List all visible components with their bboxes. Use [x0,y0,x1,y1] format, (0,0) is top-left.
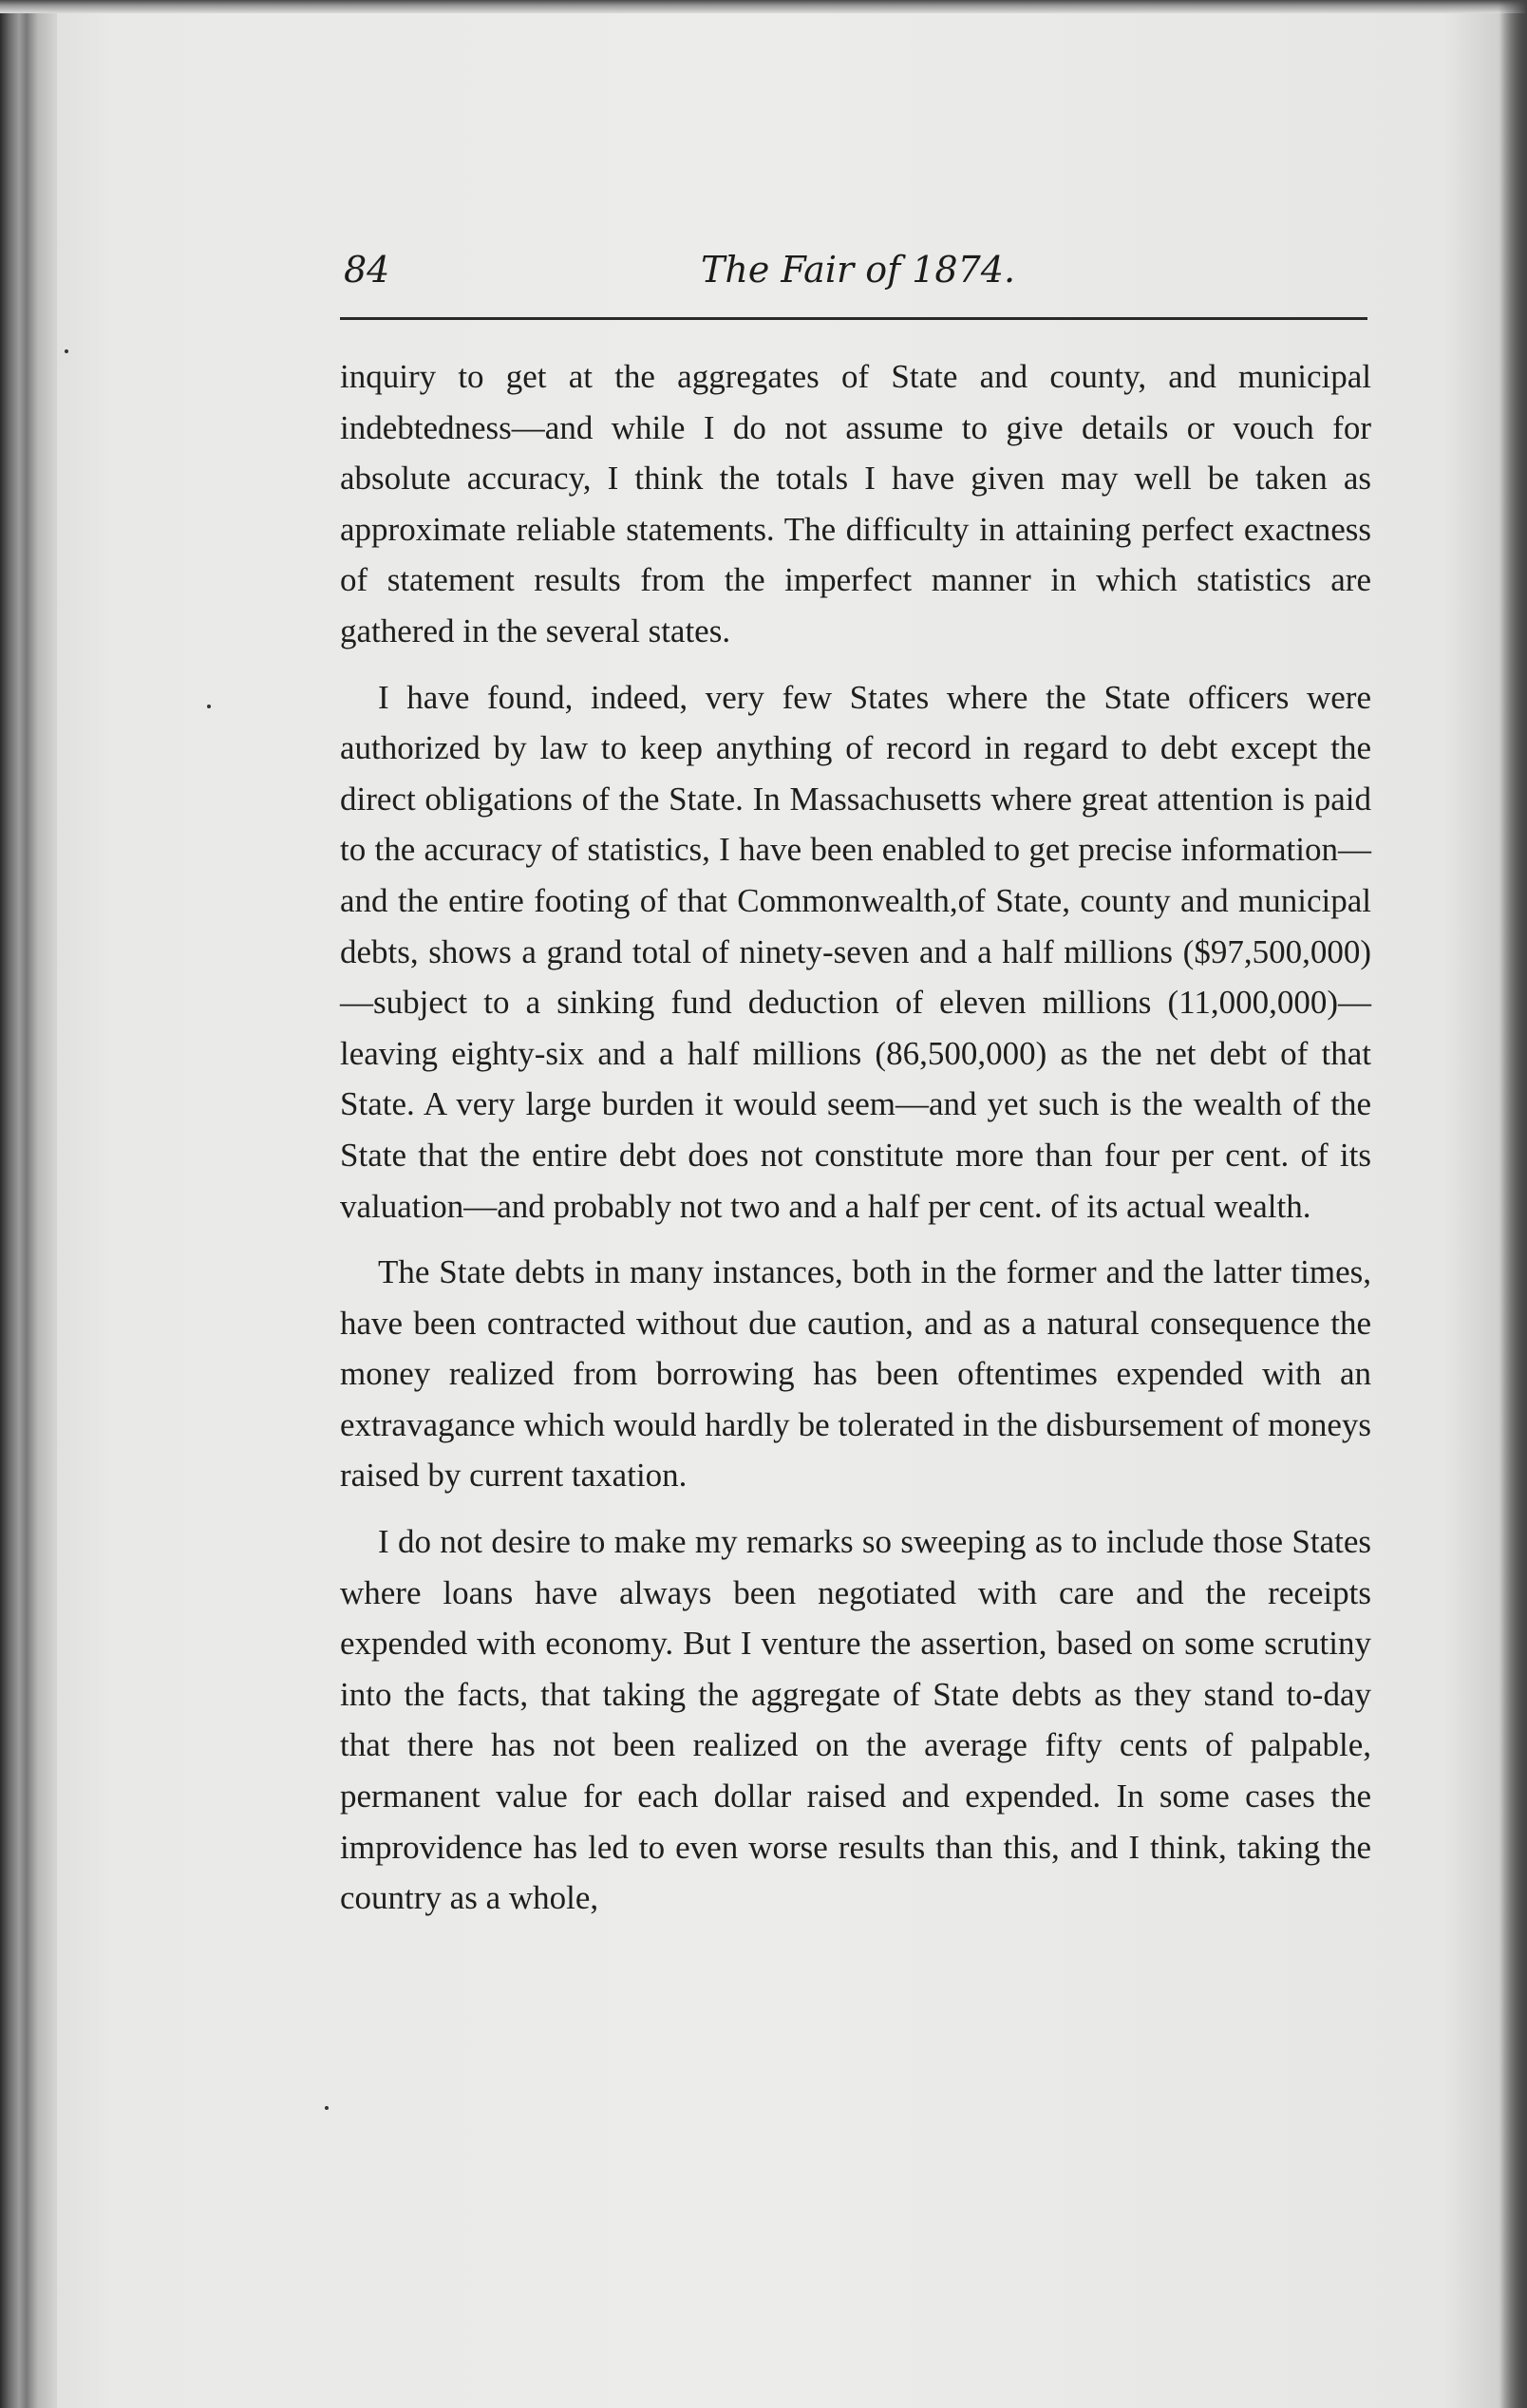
running-title: The Fair of 1874. [701,249,1016,291]
page-number: 84 [344,249,390,291]
paragraph: inquiry to get at the aggregates of State and county, and municipal indebtedness—and while I do not assume to give details or vouch for absolute accuracy, I think the totals I have given may well be taken as approximate reliable statements. The difficulty in attaining perfect exactness of statement results from the imperfect manner in which statistics are gathered in the several states. [340,358,1371,649]
page-top-edge [0,0,1527,13]
ink-speck [325,2106,329,2110]
body-text [340,351,1371,1939]
paragraph: The State debts in many instances, both in the former and the latter times, have been contracted without due caution, and as a natural consequence the money realized from borrowing has been oftentimes expended with an extravagance which would hardly be tolerated in the disbursement of moneys raised by current taxation. [340,1253,1371,1495]
paragraph: I do not desire to make my remarks so sweeping as to include those States where loans have always been negotiated with care and the receipts expended with economy. But I venture the assertion, based on some scrutiny into the facts, that taking the aggregate of State debts as they stand to-day that there has not been realized on the average fifty cents of palpable, permanent value for each dollar raised and expended. In some cases the improvidence has led to even worse results than this, and I think, taking the country as a whole, [340,1523,1371,1917]
ink-speck [207,705,211,708]
ink-speck [65,349,68,353]
book-spine [0,0,57,2408]
page-right-edge [1499,0,1527,2408]
running-header [340,249,1369,306]
paragraph: I have found, indeed, very few States where the State officers were authorized by law to keep anything of record in regard to debt except the direct obligations of the State. In Massachusetts where great attention is paid to the accuracy of statistics, I have been enabled to get precise information—and the entire footing of that Commonwealth,of State, county and municipal debts, shows a grand total of ninety-seven and a half millions ($97,500,000)—subject to a sinking fund deduction of eleven millions (11,000,000)—leaving eighty-six and a half millions (86,500,000) as the net debt of that State. A very large burden it would seem—and yet such is the wealth of the State that the entire debt does not constitute more than four per cent. of its valuation—and probably not two and a half per cent. of its actual wealth. [340,678,1371,1225]
header-rule [340,317,1367,320]
